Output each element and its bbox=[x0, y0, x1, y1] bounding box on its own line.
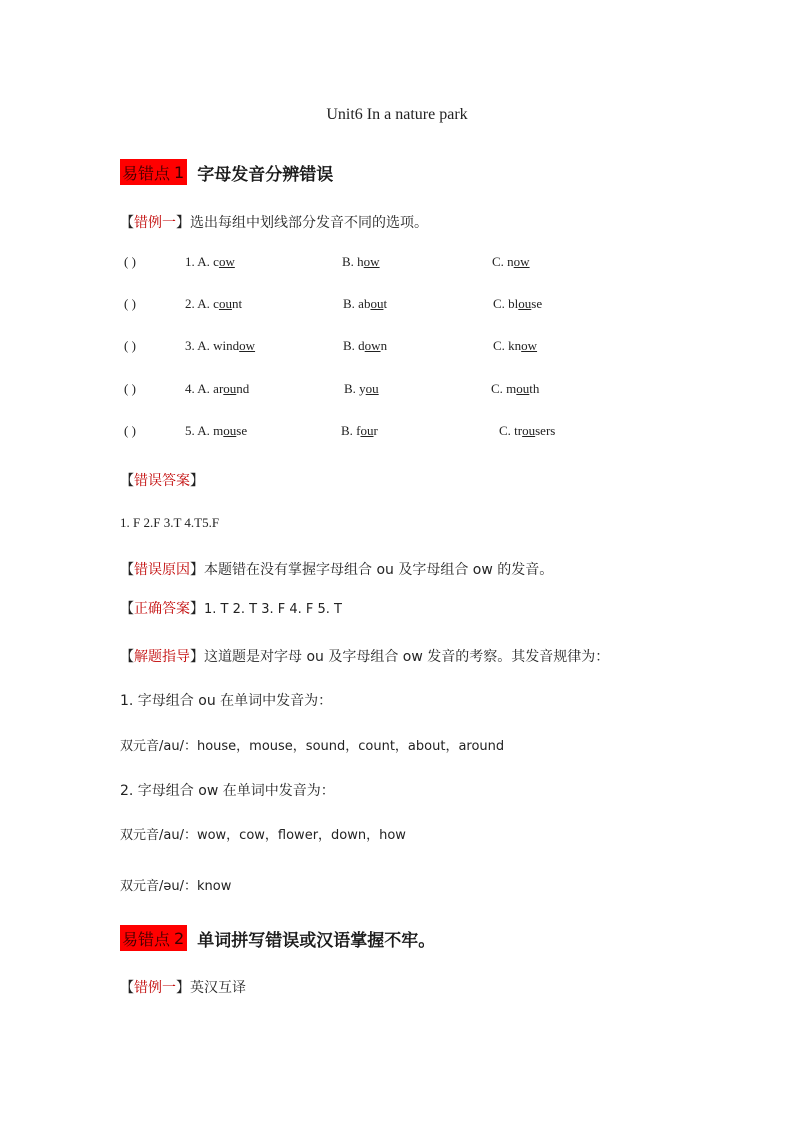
rule-line: 双元音/au/：wow，cow，flower，down，how bbox=[120, 828, 406, 843]
option-c: C. trousers bbox=[499, 423, 556, 438]
badge-label: 易错点 bbox=[122, 929, 171, 949]
error-point-badge bbox=[120, 159, 187, 185]
option-b: B. about bbox=[343, 296, 388, 311]
rule-line: 双元音/au/：house，mouse，sound，count，about，around bbox=[120, 739, 505, 754]
document-title: Unit6 In a nature park bbox=[326, 106, 468, 123]
section-1-header bbox=[120, 159, 333, 185]
rule-line: 1. 字母组合 ou 在单词中发音为： bbox=[120, 693, 333, 709]
guide-text: 这道题是对字母 ou 及字母组合 ow 发音的考察。其发音规律为： bbox=[204, 649, 610, 665]
section-heading: 字母发音分辨错误 bbox=[197, 164, 334, 185]
section-heading: 单词拼写错误或汉语掌握不牢。 bbox=[197, 930, 436, 951]
option-a: 1. A. cow bbox=[185, 254, 235, 269]
wrong-answer-heading: 【错误答案】 bbox=[120, 473, 204, 489]
badge-number: 2 bbox=[174, 928, 185, 948]
option-b: B. how bbox=[342, 254, 380, 269]
answer-bracket: ( ) bbox=[124, 423, 136, 438]
example-1-line: 【错例一】选出每组中划线部分发音不同的选项。 bbox=[120, 215, 428, 231]
answer-bracket: ( ) bbox=[124, 254, 136, 269]
wrong-answer-text: 1. F 2.F 3.T 4.T5.F bbox=[120, 515, 220, 530]
option-c: C. now bbox=[492, 254, 530, 269]
option-c: C. know bbox=[493, 338, 538, 353]
option-c: C. blouse bbox=[493, 296, 543, 311]
option-a: 4. A. around bbox=[185, 381, 250, 396]
example-instruction: 英汉互译 bbox=[190, 980, 246, 996]
answer-bracket: ( ) bbox=[124, 296, 136, 311]
badge-number: 1 bbox=[174, 162, 185, 182]
badge-label: 易错点 bbox=[122, 163, 171, 183]
option-b: B. you bbox=[344, 381, 379, 396]
option-b: B. four bbox=[341, 423, 378, 438]
example-tag: 错例一 bbox=[134, 215, 176, 231]
example-instruction: 选出每组中划线部分发音不同的选项。 bbox=[190, 215, 428, 231]
correct-answer-text: 1. T 2. T 3. F 4. F 5. T bbox=[204, 602, 342, 617]
rule-line: 双元音/əu/：know bbox=[120, 879, 232, 894]
answer-bracket: ( ) bbox=[124, 338, 136, 353]
option-c: C. mouth bbox=[491, 381, 540, 396]
option-a: 2. A. count bbox=[185, 296, 243, 311]
rule-line: 2. 字母组合 ow 在单词中发音为： bbox=[120, 783, 335, 799]
section-2-header bbox=[120, 925, 435, 951]
option-a: 5. A. mouse bbox=[185, 423, 248, 438]
option-b: B. down bbox=[343, 338, 388, 353]
correct-answer-line: 【正确答案】1. T 2. T 3. F 4. F 5. T bbox=[120, 601, 342, 617]
error-point-badge bbox=[120, 925, 187, 951]
answer-bracket: ( ) bbox=[124, 381, 136, 396]
guide-line: 【解题指导】这道题是对字母 ou 及字母组合 ow 发音的考察。其发音规律为： bbox=[120, 649, 610, 665]
option-a: 3. A. window bbox=[185, 338, 256, 353]
wrong-reason-text: 本题错在没有掌握字母组合 ou 及字母组合 ow 的发音。 bbox=[204, 562, 554, 578]
example-2-line: 【错例一】英汉互译 bbox=[120, 980, 246, 996]
wrong-reason-line: 【错误原因】本题错在没有掌握字母组合 ou 及字母组合 ow 的发音。 bbox=[120, 562, 554, 578]
